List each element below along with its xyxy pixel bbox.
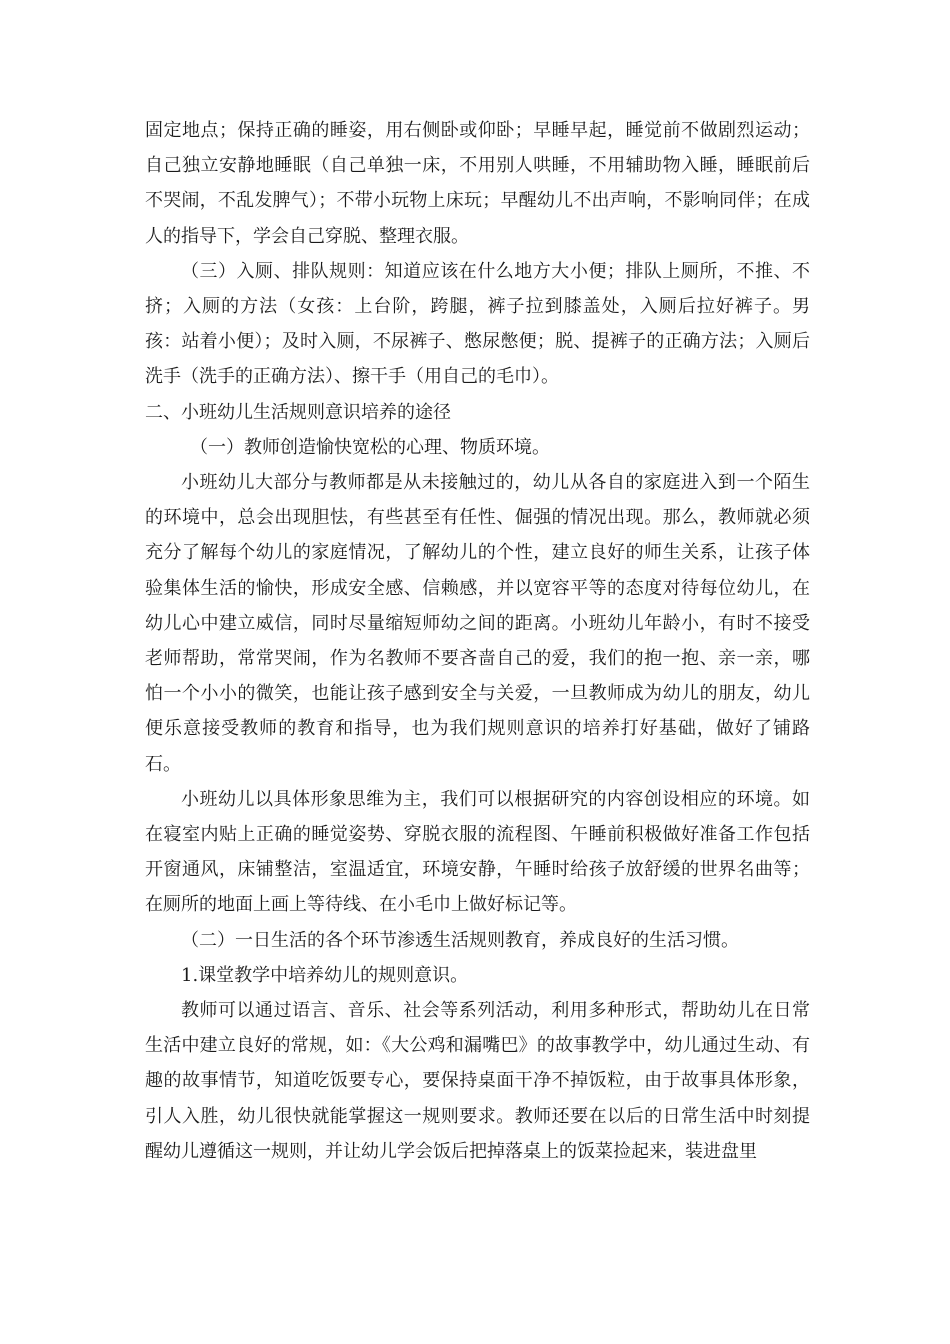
paragraph-physical-environment: 小班幼儿以具体形象思维为主，我们可以根据研究的内容创设相应的环境。如在寝室内贴上正确的睡觉姿势、穿脱衣服的流程图、午睡前积极做好准备工作包括开窗通风，床铺整洁，室温适宜，环境安静，午睡时给孩子放舒缓的世界名曲等；在厕所的地面上画上等待线、在小毛巾上做好标记等。 xyxy=(145,788,810,916)
document-body xyxy=(145,113,810,1169)
paragraph-toilet-rules: （三）入厕、排队规则：知道应该在什么地方大小便；排队上厕所，不推、不挤；入厕的方法（女孩：上台阶，跨腿，裤子拉到膝盖处，入厕后拉好裤子。男孩：站着小便）；及时入厕，不尿裤子、憋尿憋便；脱、提裤子的正确方法；入厕后洗手（洗手的正确方法）、擦干手（用自己的毛巾）。 xyxy=(145,260,810,388)
paragraph-teacher-environment: 小班幼儿大部分与教师都是从未接触过的，幼儿从各自的家庭进入到一个陌生的环境中，总会出现胆怯，有些甚至有任性、倔强的情况出现。那么，教师就必须充分了解每个幼儿的家庭情况，了解幼儿的个性，建立良好的师生关系，让孩子体验集体生活的愉快，形成安全感、信赖感，并以宽容平等的态度对待每位幼儿，在幼儿心中建立威信，同时尽量缩短师幼之间的距离。小班幼儿年龄小，有时不接受老师帮助，常常哭闹，作为名教师不要吝啬自己的爱，我们的抱一抱、亲一亲，哪怕一个小小的微笑，也能让孩子感到安全与关爱，一旦教师成为幼儿的朋友，幼儿便乐意接受教师的教育和指导，也为我们规则意识的培养打好基础，做好了铺路石。 xyxy=(145,472,810,775)
paragraph-sleep-rules-continued: 固定地点；保持正确的睡姿，用右侧卧或仰卧；早睡早起，睡觉前不做剧烈运动；自己独立安静地睡眠（自己单独一床，不用别人哄睡，不用辅助物入睡，睡眠前后不哭闹，不乱发脾气）；不带小玩物上床玩；早醒幼儿不出声响，不影响同伴；在成人的指导下，学会自己穿脱、整理衣服。 xyxy=(145,120,810,247)
subsection-heading-one: （一）教师创造愉快宽松的心理、物质环境。 xyxy=(190,436,550,458)
section-heading-two: 二、小班幼儿生活规则意识培养的途径 xyxy=(145,401,451,423)
paragraph-classroom-teaching: 教师可以通过语言、音乐、社会等系列活动，利用多种形式，帮助幼儿在日常生活中建立良好的常规，如：《大公鸡和漏嘴巴》的故事教学中，幼儿通过生动、有趣的故事情节，知道吃饭要专心，要保持桌面干净不掉饭粒，由于故事具体形象，引人入胜，幼儿很快就能掌握这一规则要求。教师还要在以后的日常生活中时刻提醒幼儿遵循这一规则，并让幼儿学会饭后把掉落桌上的饭菜捡起来，装进盘里 xyxy=(145,1000,810,1162)
item-heading-classroom: 1.课堂教学中培养幼儿的规则意识。 xyxy=(181,964,469,986)
subsection-heading-two: （二）一日生活的各个环节渗透生活规则教育，养成良好的生活习惯。 xyxy=(181,929,739,951)
